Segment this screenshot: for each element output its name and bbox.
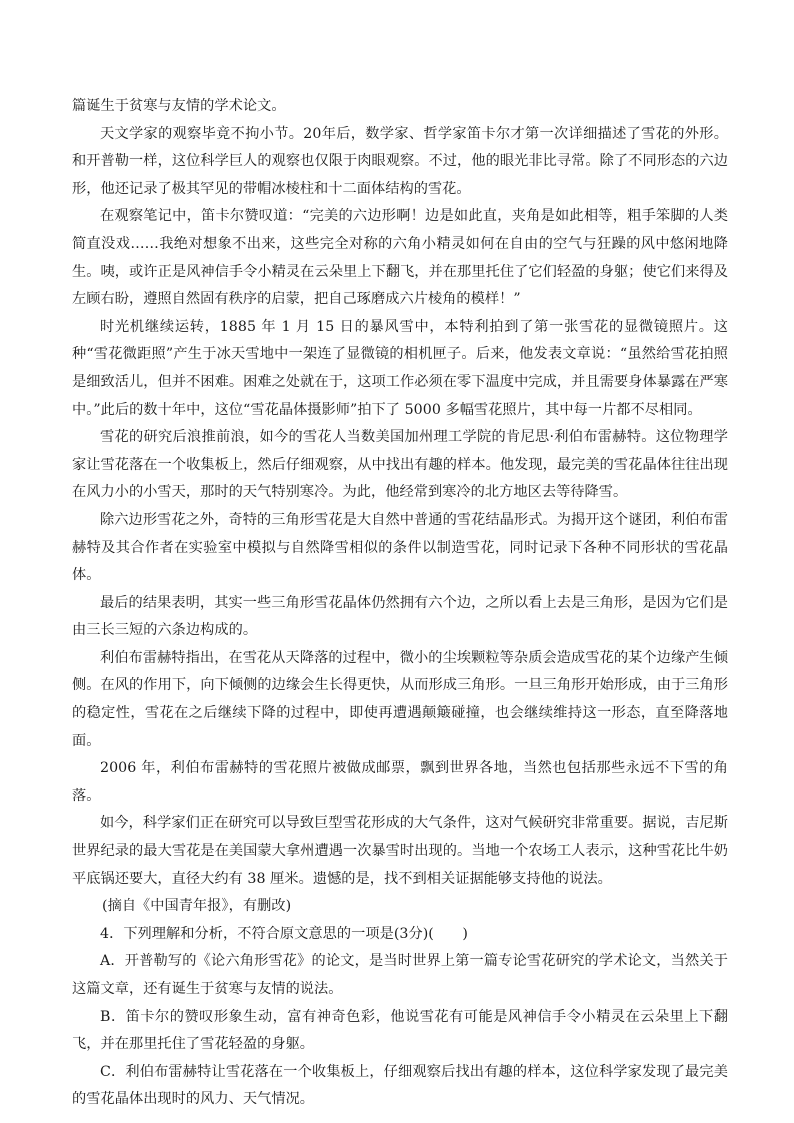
paragraph-6: 除六边形雪花之外，奇特的三角形雪花是大自然中普通的雪花结晶形式。为揭开这个谜团，利伯布雷赫特及其合作者在实验室中模拟与自然降雪相似的条件以制造雪花，同时记录下各种不同形状的雪花晶体。 xyxy=(72,511,728,584)
paragraph-1: 篇诞生于贫寒与友情的学术论文。 xyxy=(72,98,286,114)
article-source: (摘自《中国青年报》，有删改) xyxy=(102,898,292,915)
paragraph-5: 雪花的研究后浪推前浪，如今的雪花人当数美国加州理工学院的肯尼思·利伯布雷赫特。这位物理学家让雪花落在一个收集板上，然后仔细观察，从中找出有趣的样本。他发现，最完美的雪花晶体往往出现在风力小的小雪天，那时的天气特别寒冷。为此，他经常到寒冷的北方地区去等待降雪。 xyxy=(72,429,728,501)
document-page xyxy=(72,93,728,1114)
paragraph-8: 利伯布雷赫特指出，在雪花从天降落的过程中，微小的尘埃颗粒等杂质会造成雪花的某个边缘产生倾侧。在风的作用下，向下倾侧的边缘会生长得更快，从而形成三角形。一旦三角形开始形成，由于三角形的稳定性，雪花在之后继续下降的过程中，即使再遭遇颠簸碰撞，也会继续维持这一形态，直至降落地面。 xyxy=(72,649,728,749)
paragraph-10: 如今，科学家们正在研究可以导致巨型雪花形成的大气条件，这对气候研究非常重要。据说，吉尼斯世界纪录的最大雪花是在美国蒙大拿州遭遇一次暴雪时出现的。当地一个农场工人表示，这种雪花比牛奶平底锅还要大，直径大约有 38 厘米。遗憾的是，找不到相关证据能够支持他的说法。 xyxy=(72,815,728,887)
option-c: C．利伯布雷赫特让雪花落在一个收集板上，仔细观察后找出有趣的样本，这位科学家发现了最完美的雪花晶体出现时的风力、天气情况。 xyxy=(72,1063,728,1108)
option-b: B．笛卡尔的赞叹形象生动，富有神奇色彩，他说雪花有可能是风神信手令小精灵在云朵里上下翻飞，并在那里托住了雪花轻盈的身躯。 xyxy=(72,1008,728,1053)
paragraph-7: 最后的结果表明，其实一些三角形雪花晶体仍然拥有六个边，之所以看上去是三角形，是因为它们是由三长三短的六条边构成的。 xyxy=(72,594,728,639)
paragraph-2: 天文学家的观察毕竟不拘小节。20年后，数学家、哲学家笛卡尔才第一次详细描述了雪花的外形。和开普勒一样，这位科学巨人的观察也仅限于肉眼观察。不过，他的眼光非比寻常。除了不同形态的六边形，他还记录了极其罕见的带帽冰棱柱和十二面体结构的雪花。 xyxy=(72,125,728,197)
paragraph-9: 2006 年，利伯布雷赫特的雪花照片被做成邮票，飘到世界各地，当然也包括那些永远不下雪的角落。 xyxy=(72,760,728,804)
paragraph-4: 时光机继续运转，1885 年 1 月 15 日的暴风雪中，本特利拍到了第一张雪花的显微镜照片。这种“雪花微距照”产生于冰天雪地中一架连了显微镜的相机匣子。后来，他发表文章说：“虽然给雪花拍照是细致活儿，但并不困难。困难之处就在于，这项工作必须在零下温度中完成，并且需要身体暴露在严寒中。”此后的数十年中，这位“雪花晶体摄影师”拍下了 5000 多幅雪花照片，其中每一片都不尽相同。 xyxy=(72,318,728,418)
question-stem: 4．下列理解和分析，不符合原文意思的一项是(3分)( ) xyxy=(100,925,468,942)
paragraph-3: 在观察笔记中，笛卡尔赞叹道：“完美的六边形啊！边是如此直，夹角是如此相等，粗手笨脚的人类简直没戏……我绝对想象不出来，这些完全对称的六角小精灵如何在自由的空气与狂躁的风中悠闲地降生。咦，或许正是风神信手令小精灵在云朵里上下翻飞，并在那里托住了它们轻盈的身躯；使它们来得及左顾右盼，遵照自然固有秩序的启蒙，把自己琢磨成六片棱角的模样！” xyxy=(72,208,728,308)
option-a: A．开普勒写的《论六角形雪花》的论文，是当时世界上第一篇专论雪花研究的学术论文，当然关于这篇文章，还有诞生于贫寒与友情的说法。 xyxy=(72,953,728,997)
